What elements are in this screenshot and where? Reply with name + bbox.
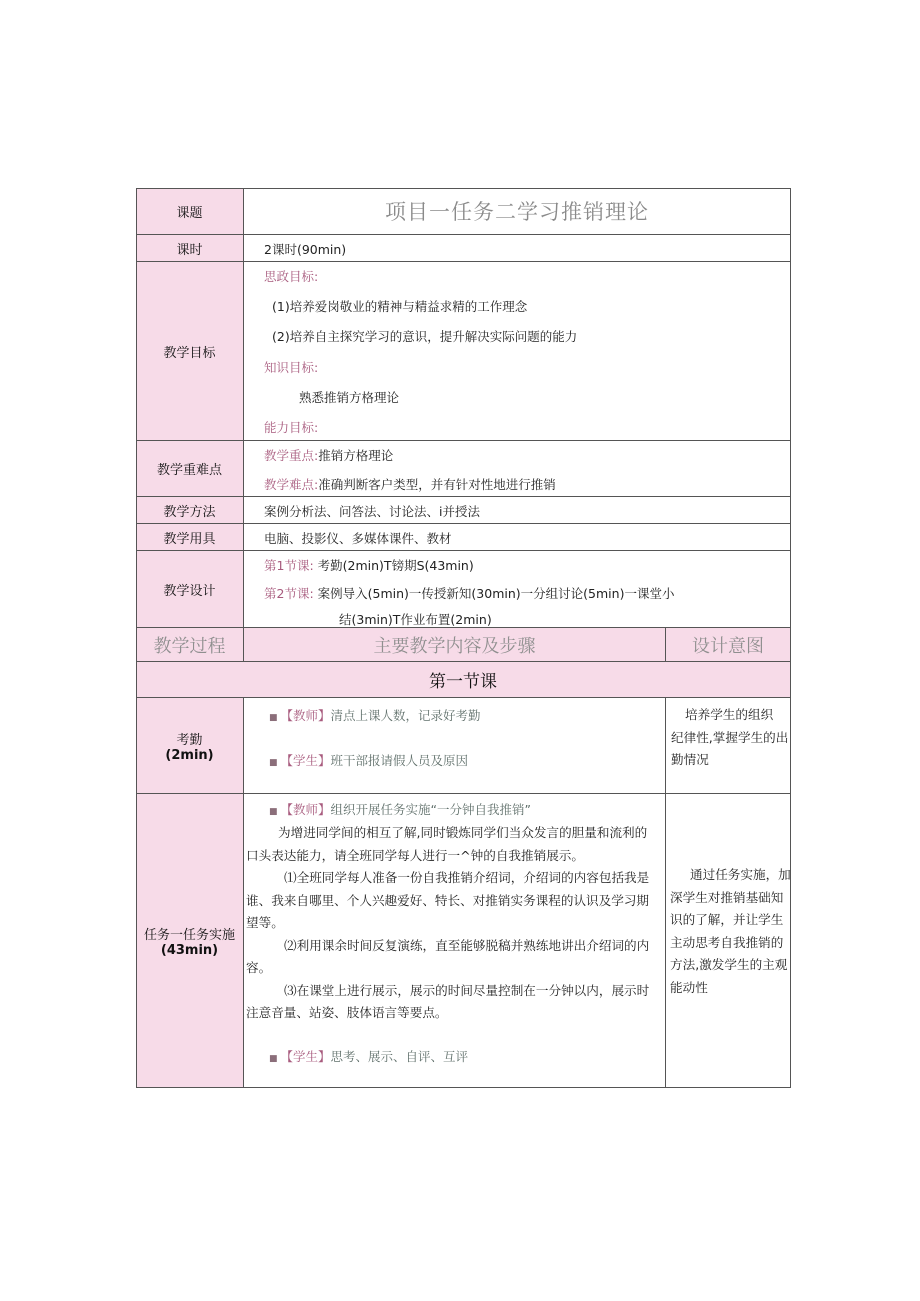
objectives-label: 教学目标 (136, 262, 244, 441)
attendance-intent (666, 698, 791, 794)
sz-heading: 思政目标: (264, 269, 319, 284)
bullet-icon: ■ (269, 807, 278, 817)
attendance-label (136, 698, 244, 794)
intent-line: 识的了解，并让学生 (670, 912, 784, 927)
student-tag: 【学生】 (280, 753, 331, 768)
l2-value: 案例导入(5min)一传授新知(30min)一分组讨论(5min)一课堂小 (317, 586, 675, 601)
body-line: ⑶在课堂上进行展示，展示的时间尽量控制在一分钟以内，展示时 (284, 982, 650, 998)
topic-label: 课题 (136, 188, 244, 235)
teacher-text: 清点上课人数，记录好考勤 (330, 708, 481, 723)
hours-label: 课时 (136, 235, 244, 262)
hard-value: 准确判断客户类型，并有针对性地进行推销 (318, 477, 556, 492)
intent-line: 方法,激发学生的主观 (670, 957, 788, 972)
hard-prefix: 教学难点: (264, 477, 319, 492)
header-intent: 设计意图 (666, 628, 791, 662)
sz-item: (1)培养爱岗敬业的精神与精益求精的工作理念 (272, 299, 528, 314)
teacher-text: 组织开展任务实施“一分钟自我推销” (330, 802, 531, 817)
attendance-time: (2min) (165, 747, 214, 763)
task-name: 任务一任务实施 (143, 927, 235, 943)
attendance-name: 考勤 (176, 732, 203, 748)
bullet-icon: ■ (269, 713, 278, 723)
lesson-plan-table (136, 188, 791, 1088)
student-tag: 【学生】 (280, 1049, 331, 1064)
student-text: 班干部报请假人员及原因 (330, 753, 469, 768)
method-label: 教学方法 (136, 497, 244, 524)
body-line: 为增进同学间的相互了解,同时锻炼同学们当众发言的胆量和流利的 (278, 825, 648, 840)
section-title: 第一节课 (136, 662, 791, 698)
intent-line: 纪律性,掌握学生的出 (671, 729, 789, 745)
key-value: 推销方格理论 (318, 448, 394, 463)
tools-label: 教学用具 (136, 524, 244, 551)
body-line: 容。 (246, 960, 272, 975)
tools-value: 电脑、投影仪、多媒体课件、教材 (264, 531, 452, 546)
method-value: 案例分析法、问答法、讨论法、i并授法 (264, 504, 480, 519)
intent-line: 培养学生的组织 (685, 707, 774, 722)
design-cell (244, 551, 791, 628)
intent-line: 通过任务实施，加 (690, 867, 791, 882)
header-content: 主要教学内容及步骤 (244, 628, 666, 662)
l1-value: 考勤(2min)T镑期S(43min) (317, 558, 474, 573)
intent-line: 能动性 (670, 979, 708, 995)
intent-line: 深学生对推销基础知 (670, 889, 784, 905)
task-time: (43min) (160, 942, 219, 958)
l1-prefix: 第1节课: (264, 558, 314, 573)
header-process: 教学过程 (136, 628, 244, 662)
l2-prefix: 第2节课: (264, 586, 314, 601)
student-text: 思考、展示、自评、互评 (330, 1049, 469, 1064)
zs-item: 熟悉推销方格理论 (299, 390, 400, 405)
teacher-tag: 【教师】 (280, 708, 331, 723)
keypoints-cell (244, 441, 791, 497)
intent-line: 勤情况 (671, 752, 709, 767)
task-content (244, 794, 666, 1088)
zs-heading: 知识目标: (264, 360, 319, 375)
body-line: 望等。 (246, 915, 284, 930)
bullet-icon: ■ (269, 1054, 278, 1064)
body-line: 口头表达能力，请全班同学每人进行一^钟的自我推销展示。 (246, 847, 584, 863)
body-line: 谁、我来自哪里、个人兴趣爱好、特长、对推销实务课程的认识及学习期 (246, 892, 649, 908)
intent-line: 主动思考自我推销的 (670, 934, 784, 950)
attendance-content (244, 698, 666, 794)
body-line: ⑵利用课余时间反复演练，直至能够脱稿并熟练地讲出介绍词的内 (284, 937, 650, 953)
task-intent (666, 794, 791, 1088)
task-label (136, 794, 244, 1088)
design-label: 教学设计 (136, 551, 244, 628)
l2-cont: 结(3min)T作业布置(2min) (339, 612, 492, 627)
sz-item: (2)培养自主探究学习的意识，提升解决实际问题的能力 (272, 329, 578, 344)
tools-cell (244, 524, 791, 551)
topic-title: 项目一任务二学习推销理论 (244, 188, 791, 235)
body-line: ⑴全班同学每人准备一份自我推销介绍词，介绍词的内容包括我是 (284, 870, 650, 885)
teacher-tag: 【教师】 (280, 802, 331, 817)
body-line: 注意音量、站姿、肢体语言等要点。 (246, 1005, 448, 1020)
method-cell (244, 497, 791, 524)
nl-heading: 能力目标: (264, 420, 319, 435)
bullet-icon: ■ (269, 758, 278, 768)
hours-cell (244, 235, 791, 262)
objectives-cell (244, 262, 791, 441)
key-prefix: 教学重点: (264, 448, 319, 463)
keypoints-label: 教学重难点 (136, 441, 244, 497)
hours-value: 2课时(90min) (264, 242, 347, 257)
